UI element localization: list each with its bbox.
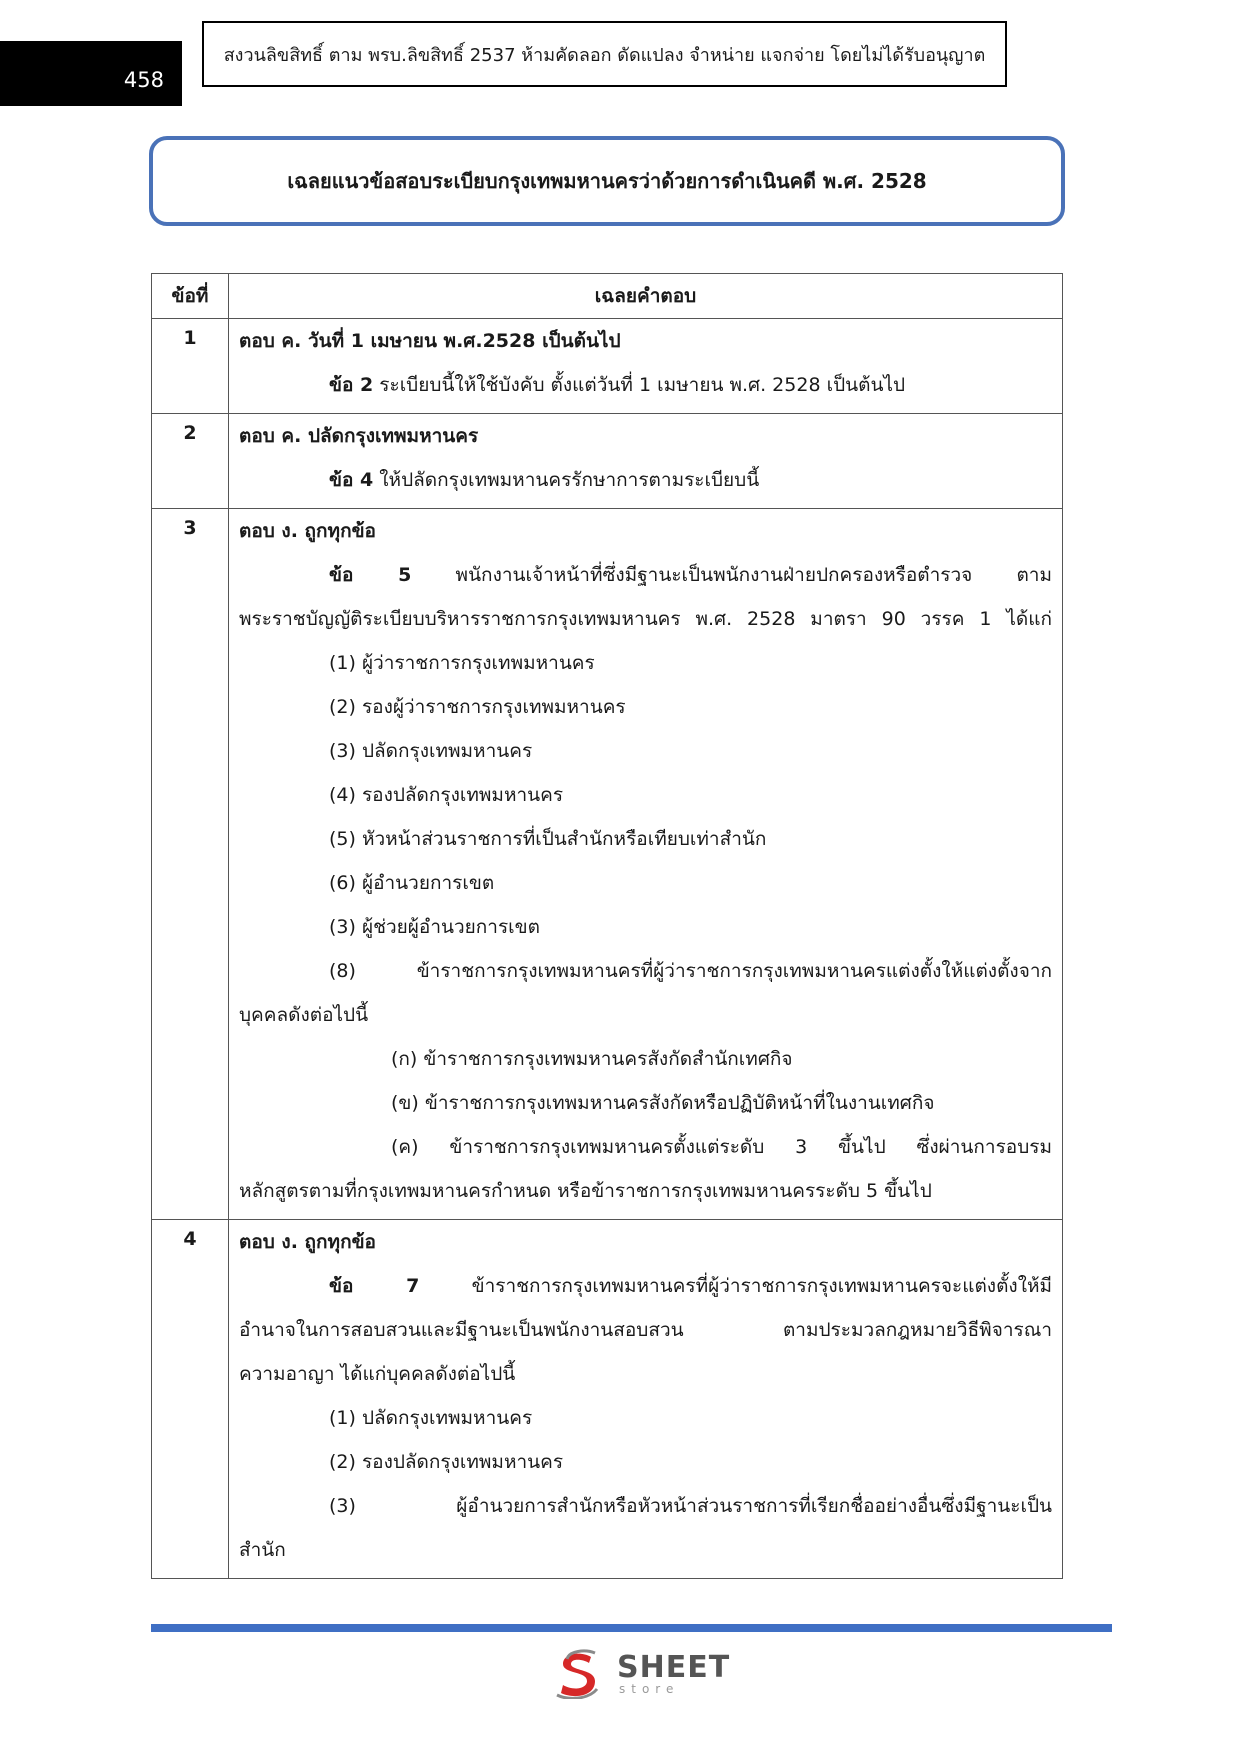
sub-item: (ค) ข้าราชการกรุงเทพมหานครตั้งแต่ระดับ 3 ขึ้นไป ซึ่งผ่านการอบรม — [391, 1136, 1052, 1158]
row-number: 2 — [152, 414, 229, 509]
explanation — [239, 363, 1052, 407]
page-number: 458 — [0, 41, 182, 106]
answer-choice: ตอบ ง. ถูกทุกข้อ — [239, 520, 376, 542]
copyright-notice: สงวนลิขสิทธิ์ ตาม พรบ.ลิขสิทธิ์ 2537 ห้ามคัดลอก ดัดแปลง จำหน่าย แจกจ่าย โดยไม่ได้รับอนุญาต — [202, 21, 1007, 87]
explanation-text: พนักงานเจ้าหน้าที่ซึ่งมีฐานะเป็นพนักงานฝ่ายปกครองหรือตำรวจ ตาม — [455, 564, 1052, 586]
table-row — [152, 319, 1063, 414]
sheet-store-logo — [555, 1648, 730, 1700]
answer-choice: ตอบ ง. ถูกทุกข้อ — [239, 1231, 376, 1253]
clause-ref: ข้อ 4 — [329, 469, 374, 491]
explanation — [239, 553, 1052, 597]
list-item: (5) หัวหน้าส่วนราชการที่เป็นสำนักหรือเทียบเท่าสำนัก — [329, 828, 767, 850]
answer-cell — [229, 509, 1063, 1220]
clause-ref: ข้อ 5 — [329, 564, 412, 586]
logo-wordmark — [617, 1650, 731, 1696]
sub-item: (ก) ข้าราชการกรุงเทพมหานครสังกัดสำนักเทศกิจ — [391, 1048, 793, 1070]
logo-icon — [555, 1649, 601, 1699]
answer-choice: ตอบ ค. วันที่ 1 เมษายน พ.ศ.2528 เป็นต้นไป — [239, 330, 621, 352]
explanation-text: พระราชบัญญัติระเบียบบริหารราชการกรุงเทพมหานคร พ.ศ. 2528 มาตรา 90 วรรค 1 ได้แก่ — [239, 608, 1052, 630]
list-item: (8) ข้าราชการกรุงเทพมหานครที่ผู้ว่าราชการกรุงเทพมหานครแต่งตั้งให้แต่งตั้งจาก — [329, 960, 1052, 982]
explanation-text: ความอาญา ได้แก่บุคคลดังต่อไปนี้ — [239, 1363, 516, 1385]
sub-item-continued: หลักสูตรตามที่กรุงเทพมหานครกำหนด หรือข้าราชการกรุงเทพมหานครระดับ 5 ขึ้นไป — [239, 1180, 932, 1202]
row-number: 4 — [152, 1220, 229, 1579]
row-number: 3 — [152, 509, 229, 1220]
clause-ref: ข้อ 7 — [329, 1275, 420, 1297]
explanation-text: อำนาจในการสอบสวนและมีฐานะเป็นพนักงานสอบสวน ตามประมวลกฎหมายวิธีพิจารณา — [239, 1319, 1052, 1341]
list-item-continued: บุคคลดังต่อไปนี้ — [239, 1004, 369, 1026]
logo-sub-text: store — [619, 1682, 680, 1696]
logo-main-text: SHEET — [617, 1650, 731, 1685]
column-header-no: ข้อที่ — [152, 274, 229, 319]
list-item: (1) ผู้ว่าราชการกรุงเทพมหานคร — [329, 652, 595, 674]
column-header-answer: เฉลยคำตอบ — [229, 274, 1063, 319]
sub-item: (ข) ข้าราชการกรุงเทพมหานครสังกัดหรือปฏิบัติหน้าที่ในงานเทศกิจ — [391, 1092, 935, 1114]
answer-cell — [229, 319, 1063, 414]
list-item-continued: สำนัก — [239, 1539, 286, 1561]
answer-cell — [229, 414, 1063, 509]
explanation-text: ให้ปลัดกรุงเทพมหานครรักษาการตามระเบียบนี้ — [379, 469, 760, 491]
list-item: (2) รองปลัดกรุงเทพมหานคร — [329, 1451, 564, 1473]
explanation-text: ข้าราชการกรุงเทพมหานครที่ผู้ว่าราชการกรุงเทพมหานครจะแต่งตั้งให้มี — [471, 1275, 1053, 1297]
answer-table — [151, 273, 1063, 1579]
list-item: (3) ผู้ช่วยผู้อำนวยการเขต — [329, 916, 540, 938]
list-item: (3) ปลัดกรุงเทพมหานคร — [329, 740, 533, 762]
footer-divider — [151, 1624, 1112, 1632]
row-number: 1 — [152, 319, 229, 414]
list-item: (4) รองปลัดกรุงเทพมหานคร — [329, 784, 564, 806]
answer-cell — [229, 1220, 1063, 1579]
table-header-row — [152, 274, 1063, 319]
table-row — [152, 509, 1063, 1220]
explanation — [239, 458, 1052, 502]
explanation-text: ระเบียบนี้ให้ใช้บังคับ ตั้งแต่วันที่ 1 เมษายน พ.ศ. 2528 เป็นต้นไป — [379, 374, 906, 396]
page-title: เฉลยแนวข้อสอบระเบียบกรุงเทพมหานครว่าด้วยการดำเนินคดี พ.ศ. 2528 — [149, 136, 1065, 226]
list-item: (2) รองผู้ว่าราชการกรุงเทพมหานคร — [329, 696, 626, 718]
list-item: (1) ปลัดกรุงเทพมหานคร — [329, 1407, 533, 1429]
table-row — [152, 1220, 1063, 1579]
explanation — [239, 1264, 1052, 1308]
answer-choice: ตอบ ค. ปลัดกรุงเทพมหานคร — [239, 425, 479, 447]
table-row — [152, 414, 1063, 509]
list-item: (3) ผู้อำนวยการสำนักหรือหัวหน้าส่วนราชการที่เรียกชื่ออย่างอื่นซึ่งมีฐานะเป็น — [329, 1495, 1052, 1517]
clause-ref: ข้อ 2 — [329, 374, 374, 396]
list-item: (6) ผู้อำนวยการเขต — [329, 872, 495, 894]
